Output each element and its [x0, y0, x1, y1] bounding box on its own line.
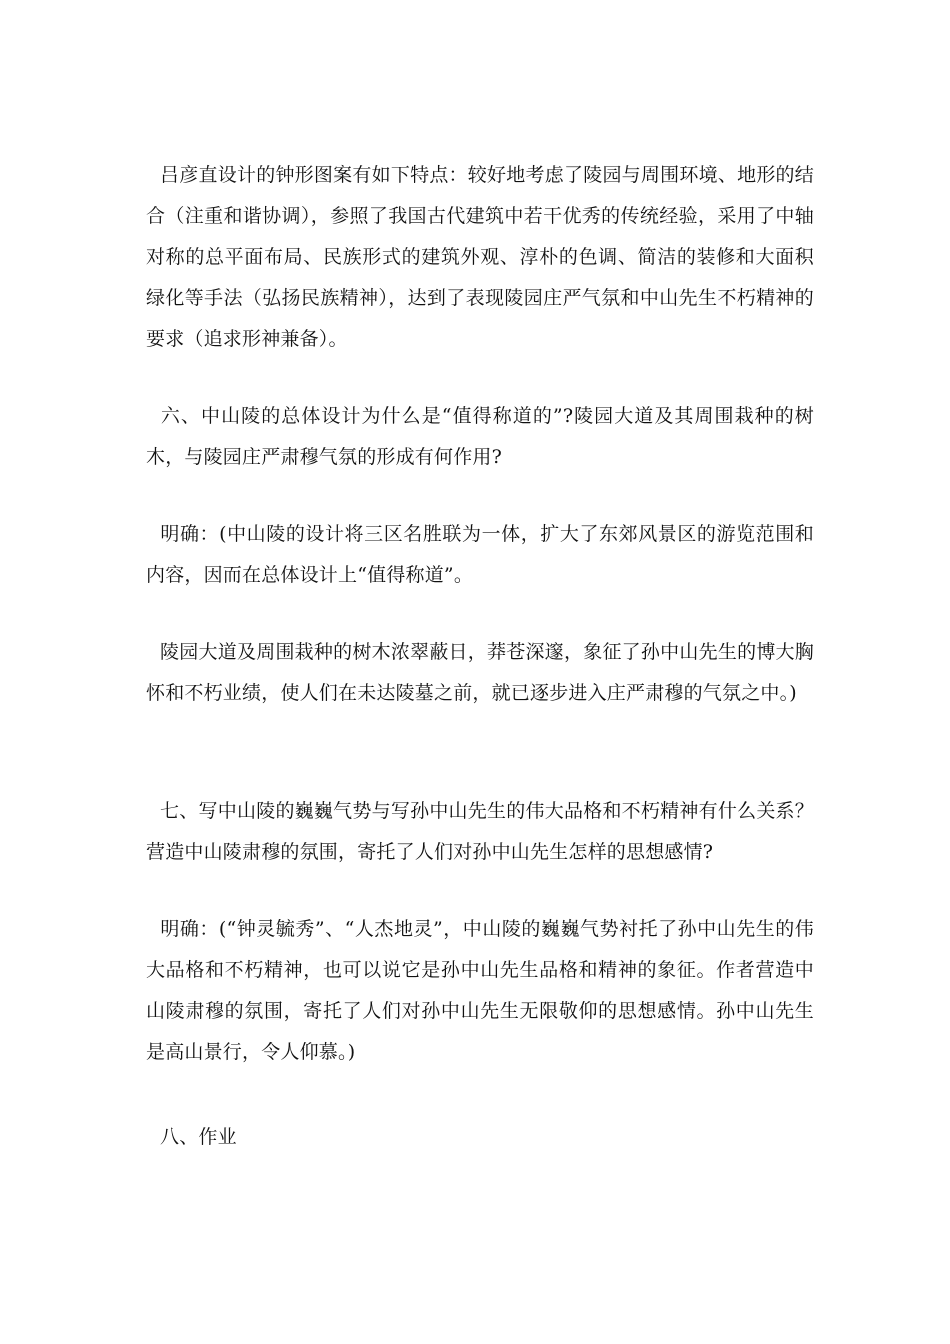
answer-seven — [146, 909, 814, 1073]
paragraph-text: 八、作业 — [160, 1126, 237, 1148]
answer-six-part-two — [146, 632, 814, 714]
paragraph-text: 陵园大道及周围栽种的树木浓翠蔽日，莽苍深邃，象征了孙中山先生的博大胸怀和不朽业绩，使人们在未达陵墓之前，就已逐步进入庄严肃穆的气氛之中。) — [146, 641, 814, 704]
answer-six-part-one — [146, 514, 814, 596]
paragraph-text: 明确：(中山陵的设计将三区名胜联为一体，扩大了东郊风景区的游览范围和内容，因而在总体设计上“值得称道”。 — [146, 523, 814, 586]
paragraph-text: 七、写中山陵的巍巍气势与写孙中山先生的伟大品格和不朽精神有什么关系？营造中山陵肃穆的氛围，寄托了人们对孙中山先生怎样的思想感情? — [146, 800, 814, 863]
paragraph-text: 吕彦直设计的钟形图案有如下特点：较好地考虑了陵园与周围环境、地形的结合（注重和谐协调），参照了我国古代建筑中若干优秀的传统经验，采用了中轴对称的总平面布局、民族形式的建筑外观、淳朴的色调、简洁的装修和大面积绿化等手法（弘扬民族精神），达到了表现陵园庄严气氛和中山先生不朽精神的要求（追求形神兼备）。 — [146, 164, 814, 350]
question-six — [146, 396, 814, 478]
paragraph-text: 明确：(“钟灵毓秀”、“人杰地灵”，中山陵的巍巍气势衬托了孙中山先生的伟大品格和不朽精神，也可以说它是孙中山先生品格和精神的象征。作者营造中山陵肃穆的氛围，寄托了人们对孙中山先生无限敬仰的思想感情。孙中山先生是高山景行，令人仰慕。) — [146, 918, 814, 1063]
question-seven — [146, 791, 814, 873]
paragraph-design-features — [146, 155, 814, 360]
section-eight-homework — [146, 1117, 814, 1158]
paragraph-text: 六、中山陵的总体设计为什么是“值得称道的”?陵园大道及其周围栽种的树木，与陵园庄严肃穆气氛的形成有何作用? — [146, 405, 814, 468]
